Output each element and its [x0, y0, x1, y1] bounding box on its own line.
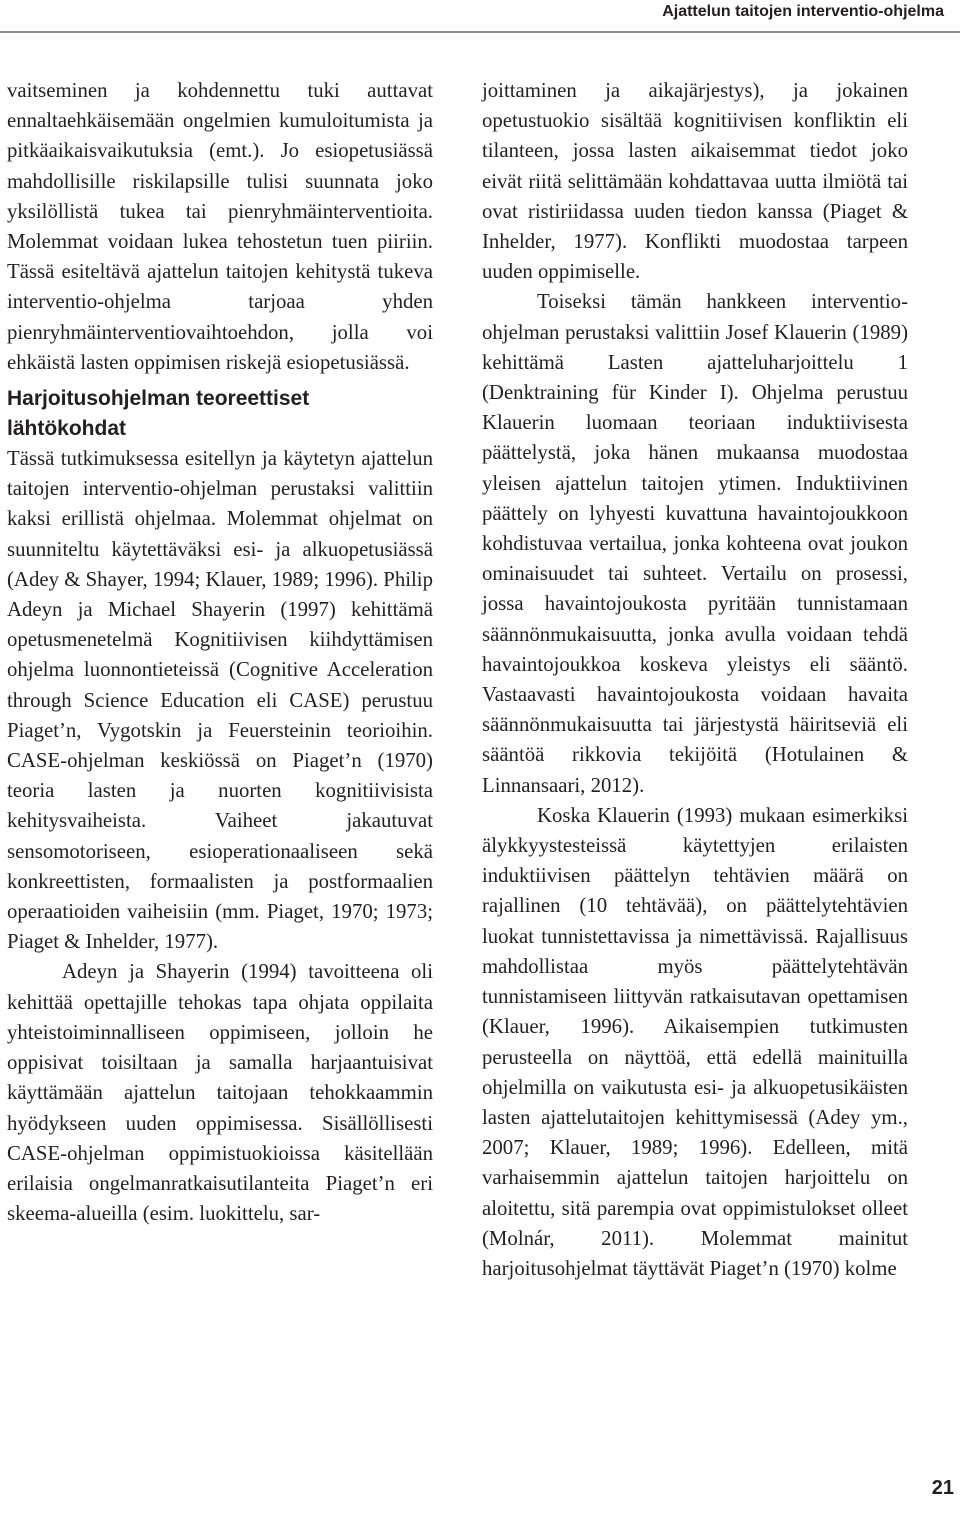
paragraph-klauer: Toiseksi tämän hankkeen interventio-ohjelman perustaksi valittiin Josef Klauerin (1989) kehittämä Lasten ajatteluharjoittelu 1 (Denktraining für Kinder I). Ohjelma perustuu Klauerin luomaan teoriaan induktiivisesta päättelystä, joka hänen mukaansa muodostaa yleisen ajattelun taitojen ytimen. Induktiivinen päättely on lyhyesti kuvattuna havaintojoukkoon kohdistuvaa vertailua, jonka kohteena ovat joukon ominaisuudet tai suhteet. Vertailu on prosessi, jossa havaintojoukosta pyritään tunnistamaan säännönmukaisuutta, jonka avulla voidaan tehdä havaintojoukkoa koskeva yleistys eli sääntö. Vastaavasti havaintojoukosta voidaan havaita säännönmukaisuutta tai järjestystä häiritseviä eli sääntöä rikkovia tekijöitä (Hotulainen & Linnansaari, 2012). [482, 290, 908, 797]
right-column [482, 76, 908, 1284]
running-header: Ajattelun taitojen interventio-ohjelma [662, 3, 944, 20]
section-heading: Harjoitusohjelman teoreettiset lähtökohdat [7, 387, 310, 441]
paragraph-programs: Tässä tutkimuksessa esitellyn ja käytetyn ajattelun taitojen interventio-ohjelman perustaksi valittiin kaksi erillistä ohjelmaa. Molemmat ohjelmat on suunniteltu käytettäväksi esi- ja alkuopetusiässä (Adey & Shayer, 1994; Klauer, 1989; 1996). Philip Adeyn ja Michael Shayerin (1997) kehittämä opetusmenetelmä Kognitiivisen kiihdyttämisen ohjelma luonnontieteissä (Cognitive Acceleration through Science Education eli CASE) perustuu Piaget’n, Vygotskin ja Feuersteinin teorioihin. CASE-ohjelman keskiössä on Piaget’n (1970) teoria lasten ja nuorten kognitiivisista kehitysvaiheista. Vaiheet jakautuvat sensomotoriseen, esioperationaaliseen sekä konkreettisten, formaalisten ja postformaalien operaatioiden vaiheisiin (mm. Piaget, 1970; 1973; Piaget & Inhelder, 1977). [7, 447, 433, 954]
paragraph-inductive-tasks: Koska Klauerin (1993) mukaan esimerkiksi älykkyystesteissä käytettyjen erilaisten induktiivisen päättelyn tehtävien määrä on rajallinen (10 tehtävää), on päättelytehtävien luokat tunnistettavissa ja nimettävissä. Rajallisuus mahdollistaa myös päättelytehtävän tunnistamiseen liittyvän ratkaisutavan opettamisen (Klauer, 1996). Aikaisempien tutkimusten perusteella on näyttöä, että edellä mainituilla ohjelmilla on vaikutusta esi- ja alkuopetusikäisten lasten ajattelutaitojen kehittymisessä (Adey ym., 2007; Klauer, 1989; 1996). Edelleen, mitä varhaisemmin ajattelun taitojen harjoittelu on aloitettu, sitä parempia ovat oppimistulokset olleet (Molnár, 2011). Molemmat mainitut harjoitusohjelmat täyttävät Piaget’n (1970) kolme [482, 803, 908, 1280]
header-rule [0, 31, 960, 33]
page-number: 21 [931, 1477, 954, 1499]
paragraph-intro-continued: vaitseminen ja kohdennettu tuki auttavat ennaltaehkäisemään ongelmien kumuloitumista ja pitkäaikaisvaikutuksia (emt.). Jo esiopetusiässä mahdollisille riskilapsille tulisi suunnata joko yksilöllistä tukea tai pienryhmäinterventioita. Molemmat voidaan lukea tehostetun tuen piiriin. Tässä esiteltävä ajattelun taitojen kehitystä tukeva interventio-ohjelma tarjoaa yhden pienryhmäinterventiovaihtoehdon, jolla voi ehkäistä lasten oppimisen riskejä esiopetusiässä. [7, 79, 433, 374]
paragraph-conflict: joittaminen ja aikajärjestys), ja jokainen opetustuokio sisältää kognitiivisen konfliktin eli tilanteen, jossa lasten aikaisemmat tiedot joko eivät riitä selittämään kohdattavaa uutta ilmiötä tai ovat ristiriidassa uuden tiedon kanssa (Piaget & Inhelder, 1977). Konflikti muodostaa tarpeen uuden oppimiselle. [482, 79, 908, 284]
paragraph-adey-shayer: Adeyn ja Shayerin (1994) tavoitteena oli kehittää opettajille tehokas tapa ohjata oppilaita yhteistoiminnalliseen oppimiseen, jolloin he oppisivat toisiltaan ja samalla harjaantuisivat käyttämään ajattelun taitojaan tehokkaammin hyödykseen uuden oppimisessa. Sisällöllisesti CASE-ohjelman oppimistuokioissa käsitellään erilaisia ongelmanratkaisutilanteita Piaget’n eri skeema-alueilla (esim. luokittelu, sar- [7, 960, 433, 1226]
left-column [7, 76, 433, 1229]
